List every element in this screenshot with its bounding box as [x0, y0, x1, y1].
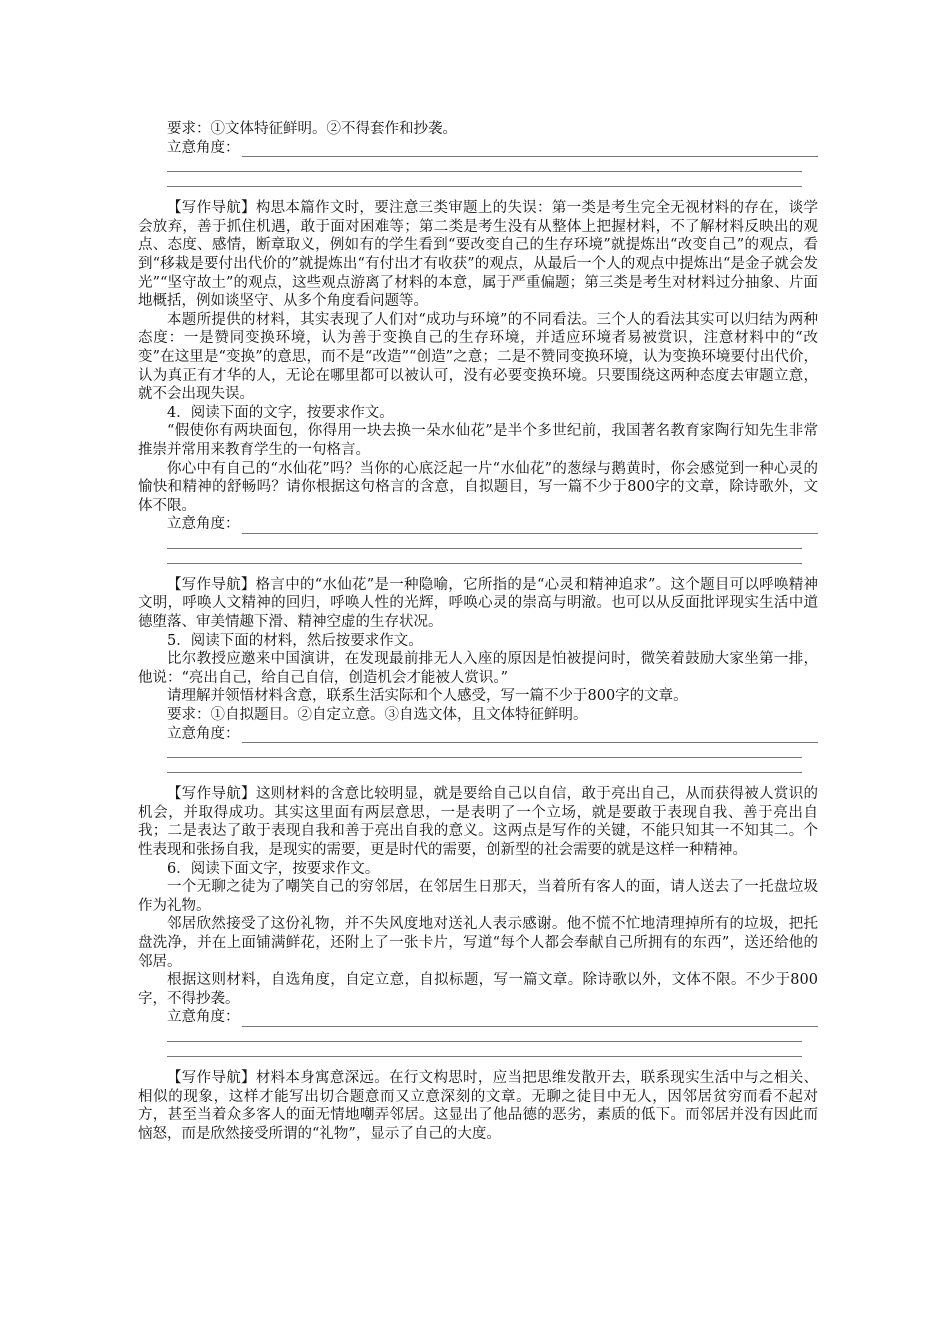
- angle-label: 立意角度：: [167, 1009, 240, 1026]
- paragraph: 本题所提供的材料，其实表现了人们对“成功与环境”的不同看法。三个人的看法其实可以归结为两种态度：一是赞同变换环境，认为善于变换自己的生存环境，并适应环境者易被赏识，注意材料中的“改变”在这里是“变换”的意思，而不是“改造”“创造”之意；二是不赞同变换环境，认为变换环境要付出代价，认为真正有才华的人，无论在哪里都可以被认可，没有必要变换环境。只要围绕这两种态度去审题立意，就不会出现失误。: [138, 311, 818, 403]
- paragraph: “假使你有两块面包，你得用一块去换一朵水仙花”是半个多世纪前，我国著名教育家陶行知先生非常推崇并常用来教育学生的一句格言。: [138, 423, 818, 458]
- angle-label: 立意角度：: [167, 139, 240, 156]
- requirement-line: 要求：①自拟题目。②自定立意。③自选文体，且文体特征鲜明。: [167, 707, 588, 724]
- answer-block: [138, 725, 818, 774]
- writing-guide: 【写作导航】构思本篇作文时，要注意三类审题上的失误：第一类是考生完全无视材料的存在，谈学会放弃，善于抓住机遇，敢于面对困难等；第二类是考生没有从整体上把握材料，不了解材料反映出的观点、态度、感情，断章取义，例如有的学生看到“要改变自己的生存环境”就提炼出“改变自己”的观点，看到“移栽是要付出代价的”就提炼出“有付出才有收获”的观点，从最后一个人的观点中提炼出“是金子就会发光”“坚守故土”的观点，这些观点游离了材料的本意，属于严重偏题；第三类是考生对材料过分抽象、片面地概括，例如谈坚守、从多个角度看问题等。: [138, 200, 818, 310]
- writing-guide: 【写作导航】格言中的“水仙花”是一种隐喻，它所指的是“心灵和精神追求”。这个题目可以呼唤精神文明，呼唤人文精神的回归，呼唤人性的光辉，呼唤心灵的崇高与明澈。也可以从反面批评现实生活中道德堕落、审美情趣下滑、精神空虚的生存状况。: [138, 576, 818, 631]
- paragraph: 根据这则材料，自选角度，自定立意，自拟标题，写一篇文章。除诗歌以外，文体不限。不少于800字，不得抄袭。: [138, 972, 818, 1007]
- answer-line[interactable]: [167, 172, 802, 187]
- writing-guide: 【写作导航】材料本身寓意深远。在行文构思时，应当把思维发散开去，联系现实生活中与之相关、相似的现象，这样才能写出切合题意而又立意深刻的文章。无聊之徒目中无人，因邻居贫穷而看不起对方，甚至当着众多客人的面无情地嘲弄邻居。这显出了他品德的恶劣，素质的低下。而邻居并没有因此而恼怒，而是欣然接受所谓的“礼物”，显示了自己的大度。: [138, 1069, 818, 1142]
- question-5-title: 5．阅读下面的材料，然后按要求作文。: [167, 632, 423, 649]
- answer-line[interactable]: [167, 549, 802, 564]
- answer-line[interactable]: [167, 758, 802, 773]
- answer-block: [138, 1008, 818, 1057]
- answer-line[interactable]: [167, 743, 802, 758]
- requirement-line: 要求：①文体特征鲜明。②不得套作和抄袭。: [167, 121, 457, 137]
- writing-guide: 【写作导航】这则材料的含意比较明显，就是要给自己以自信，敢于亮出自己，从而获得被人赏识的机会，并取得成功。其实这里面有两层意思，一是表明了一个立场，就是要敢于表现自我、善于亮出自我；二是表达了敢于表现自我和善于亮出自我的意义。这两点是写作的关键，不能只知其一不知其二。个性表现和张扬自我，是现实的需要，更是时代的需要，创新型的社会需要的就是这样一种精神。: [138, 786, 818, 858]
- angle-label: 立意角度：: [167, 725, 240, 742]
- answer-block: [138, 515, 818, 564]
- answer-line[interactable]: [167, 157, 802, 172]
- answer-block: [138, 139, 818, 188]
- answer-line[interactable]: [167, 1042, 802, 1057]
- answer-line[interactable]: [167, 1027, 802, 1042]
- paragraph: 比尔教授应邀来中国演讲，在发现最前排无人入座的原因是怕被提问时，微笑着鼓励大家坐第一排，他说：“亮出自己，给自己自信，创造机会才能被人赏识。”: [138, 651, 818, 686]
- paragraph: 你心中有自己的“水仙花”吗？当你的心底泛起一片“水仙花”的葱绿与鹅黄时，你会感觉到一种心灵的愉快和精神的舒畅吗？请你根据这句格言的含意，自拟题目，写一篇不少于800字的文章，除诗歌外，文体不限。: [138, 460, 818, 514]
- answer-line[interactable]: [167, 534, 802, 549]
- question-4-title: 4．阅读下面的文字，按要求作文。: [167, 404, 394, 421]
- answer-line[interactable]: [242, 519, 819, 534]
- answer-line[interactable]: [242, 728, 819, 743]
- angle-label: 立意角度：: [167, 516, 240, 533]
- paragraph: 一个无聊之徒为了嘲笑自己的穷邻居，在邻居生日那天，当着所有客人的面，请人送去了一托盘垃圾作为礼物。: [138, 879, 818, 914]
- document-page: [138, 120, 818, 1143]
- question-6-title: 6．阅读下面文字，按要求作文。: [167, 860, 380, 877]
- paragraph: 请理解并领悟材料含意，联系生活实际和个人感受，写一篇不少于800字的文章。: [167, 688, 688, 705]
- paragraph: 邻居欣然接受了这份礼物，并不失风度地对送礼人表示感谢。他不慌不忙地清理掉所有的垃圾，把托盘洗净，并在上面铺满鲜花，还附上了一张卡片，写道“每个人都会奉献自己所拥有的东西”，送还给他的邻居。: [138, 916, 818, 970]
- answer-line[interactable]: [242, 142, 819, 157]
- answer-line[interactable]: [242, 1012, 819, 1027]
